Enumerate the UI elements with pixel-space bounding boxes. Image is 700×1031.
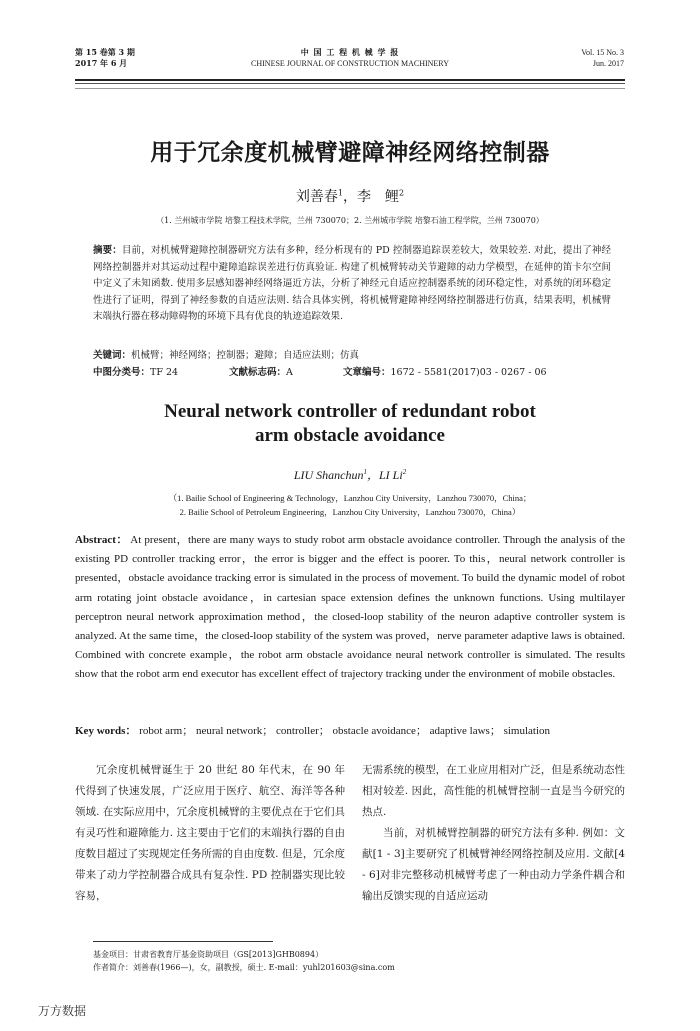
footnote-rule: [93, 941, 273, 942]
keywords-en-text: robot arm； neural network； controller； obstacle avoidance； adaptive laws； simulation: [136, 725, 551, 737]
author-1-en-sup: 1: [363, 468, 367, 476]
author-2-sup: 2: [399, 188, 405, 198]
footnote: [93, 948, 623, 974]
clc-label: 中图分类号：: [93, 367, 151, 378]
keywords-cn: [93, 348, 611, 363]
clc-code: [93, 365, 178, 380]
keywords-en: [75, 722, 625, 741]
article-value: 1672 - 5581(2017)03 - 0267 - 06: [390, 367, 547, 378]
header-center: [230, 47, 470, 69]
affiliation-en-line2: 2. Bailie School of Petroleum Engineering，Lanzhou City University，Lanzhou 730070，China）: [179, 507, 521, 517]
header-rule-thin: [75, 83, 625, 84]
author-sep-en: ，: [366, 468, 379, 482]
body-paragraph: 无需系统的模型，在工业应用相对广泛，但是系统动态性相对较差. 因此，高性能的机械臂控制一直是当今研究的热点.: [362, 764, 625, 818]
abstract-cn: [93, 243, 611, 326]
header-rule-thick: [75, 79, 625, 81]
title-en-line1: Neural network controller of redundant robot: [164, 401, 536, 422]
keywords-cn-text: 机械臂；神经网络；控制器；避障；自适应法则；仿真: [131, 350, 360, 361]
watermark: 万方数据: [38, 1004, 87, 1018]
author-2-en-sup: 2: [402, 468, 407, 476]
abstract-en-text: At present，there are many ways to study robot arm obstacle avoidance controller. Through the analysis of the existing PD controller tracking error，the error is bigger and the effect is poorer. To this，neural network controller is presented，obstacle avoidance tracking error is simulated in the process of movement. To build the dynamic model of robot arm rotating joint obstacle avoidance，in cartesian space extension defines the unknown functions. Using multilayer perceptron neural network approximation method，the closed-loop stability of the neuron adaptive controller system is analyzed. At the same time，the closed-loop stability of the system was proved，nerve parameter adaptive laws is obtained. Combined with concrete example，the robot arm obstacle avoidance neural network controller is simulated. The results show that the robot arm end executor has excellent effect of trajectory tracking under the environment of mobile obstacles.: [75, 534, 625, 681]
date-en: Jun. 2017: [592, 59, 624, 68]
abstract-en-label: Abstract：: [75, 534, 128, 546]
journal-name-cn: 中 国 工 程 机 械 学 报: [300, 47, 400, 57]
affiliation-cn: （1. 兰州城市学院 培黎工程技术学院，兰州 730070；2. 兰州城市学院 培黎石油工程学院，兰州 730070）: [156, 216, 544, 225]
volume-en: Vol. 15 No. 3: [581, 48, 624, 57]
volume-cn: 第 15 卷第 3 期: [75, 47, 135, 57]
authors-en: [75, 466, 625, 483]
doc-label: 文献标志码：: [229, 367, 287, 378]
body-right-column: [362, 760, 625, 907]
body-paragraph: 冗余度机械臂诞生于 20 世纪 80 年代末，在 90 年代得到了快速发展，广泛应用于医疗、航空、海洋等各种领域. 在实际应用中，冗余度机械臂的主要优点在于它们具有灵巧性和避障能力. 这主要由于它们的末端执行器的自由度数目超过了实现规定任务所需的自由度数. 但是，冗余度带来了动力学控制器合成具有复杂性. PD 控制器实现比较容易，: [75, 764, 345, 902]
journal-name-en: CHINESE JOURNAL OF CONSTRUCTION MACHINERY: [251, 59, 449, 68]
doc-code: [229, 365, 293, 380]
body-paragraph: 当前，对机械臂控制器的研究方法有多种. 例如：文献[1 - 3]主要研究了机械臂神经网络控制及应用. 文献[4 - 6]对非完整移动机械臂考虑了一种由动力学条件耦合和输出反馈实现的自适应运动: [362, 827, 625, 902]
fund-note: 基金项目：甘肃省教育厅基金资助项目（GS[2013]GHB0894）: [93, 950, 324, 959]
keywords-en-label: Key words：: [75, 725, 137, 737]
date-cn: 2017 年 6 月: [75, 58, 128, 68]
keywords-cn-label: 关键词：: [93, 350, 132, 361]
body-left-column: [75, 760, 345, 907]
author-1-en: LIU Shanchun: [293, 468, 364, 482]
title-cn: 用于冗余度机械臂避障神经网络控制器: [150, 140, 550, 166]
authors-cn: [75, 186, 625, 206]
article-number: [343, 365, 547, 380]
title-en: [75, 400, 625, 448]
author-2-en: LI Li: [379, 468, 403, 482]
abstract-cn-label: 摘要：: [93, 245, 122, 256]
abstract-cn-text: 目前，对机械臂避障控制器研究方法有多种，经分析现有的 PD 控制器追踪误差较大，效果较差. 对此，提出了神经网络控制器并对其运动过程中避障追踪误差进行仿真验证. 构建了机械臂转动关节避障的动力学模型，在延伸的笛卡尔空间中定义了未知函数. 使用多层感知器神经网络逼近方法，分析了神经元自适应控制器系统的闭环稳定性，对系统的闭环稳定性进行了证明，得到了神经参数的自适应法则. 结合具体实例，将机械臂避障神经网络控制器进行仿真，结果表明，机械臂末端执行器在移动障碍物的环境下具有优良的轨迹追踪效果.: [93, 245, 611, 322]
title-en-line2: arm obstacle avoidance: [255, 425, 445, 446]
affiliation-en: [75, 491, 625, 519]
clc-value: TF 24: [150, 367, 179, 378]
author-sep-cn: ，: [343, 189, 357, 205]
article-label: 文章编号：: [343, 367, 391, 378]
affiliation-en-line1: （1. Bailie School of Engineering & Technology，Lanzhou City University，Lanzhou 730070，China；: [168, 493, 532, 503]
author-1-sup: 1: [337, 188, 343, 198]
author-1-cn: 刘善春: [295, 189, 338, 205]
author-2-cn: 李 鲤: [357, 189, 399, 205]
header-rule-faint: [75, 88, 625, 89]
header-right: [520, 47, 624, 69]
doc-value: A: [286, 367, 293, 378]
abstract-en: [75, 531, 625, 685]
author-bio-note: 作者简介：刘善春(1966—)，女，副教授，硕士. E-mail：yuhl201603@sina.com: [93, 963, 395, 972]
header-left: [75, 47, 135, 69]
